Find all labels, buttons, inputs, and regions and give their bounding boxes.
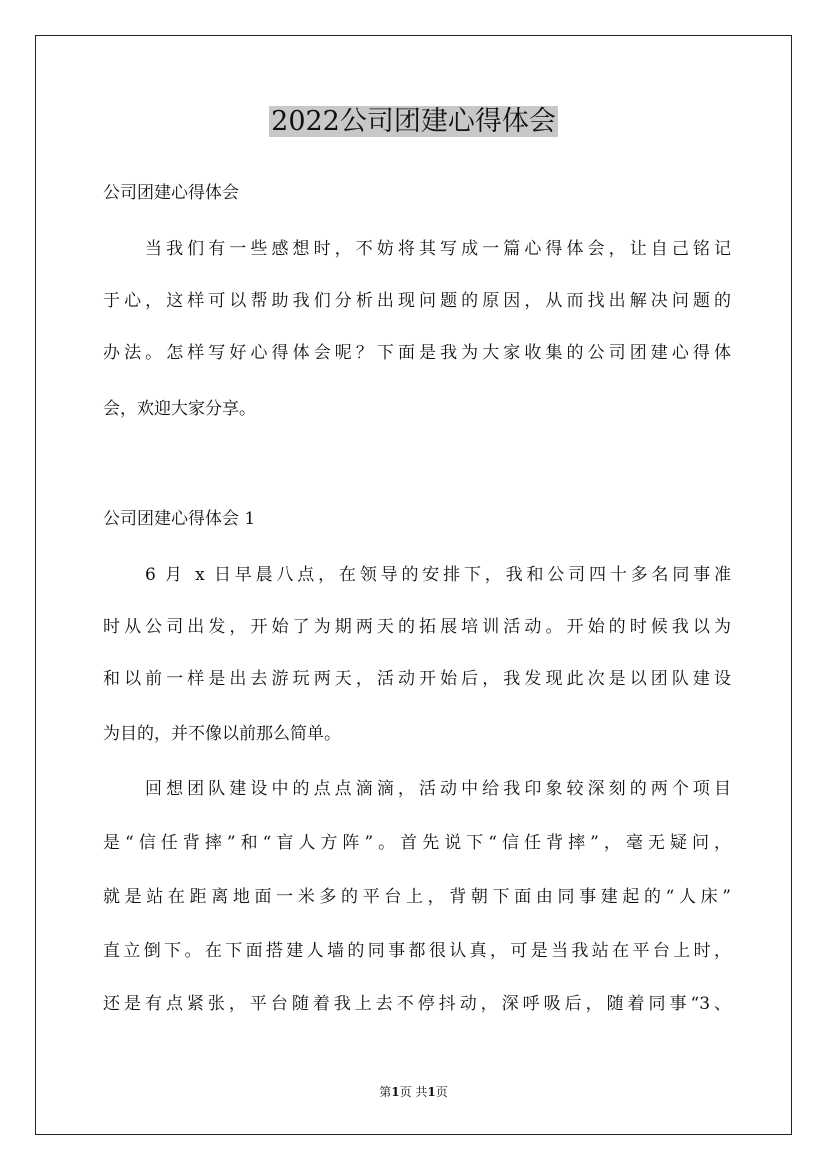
intro-line: 会，欢迎大家分享。 [103,399,256,419]
footer-mid: 页 共 [399,1085,428,1099]
paragraph-line: 就是站在距离地面一米多的平台上，背朝下面由同事建起的“人床” [103,887,731,907]
paragraph-line: 为目的，并不像以前那么简单。 [103,724,341,744]
intro-line: 办法。怎样写好心得体会呢？下面是我为大家收集的公司团建心得体 [103,343,731,363]
paragraph-line: 和以前一样是出去游玩两天，活动开始后，我发现此次是以团队建设 [103,669,731,689]
paragraph-line: 时从公司出发，开始了为期两天的拓展培训活动。开始的时候我以为 [103,617,731,637]
document-subtitle: 公司团建心得体会 [103,183,239,203]
footer-page-total: 1 [427,1085,436,1099]
paragraph-line: 直立倒下。在下面搭建人墙的同事都很认真，可是当我站在平台上时， [103,941,731,961]
footer-prefix: 第 [379,1085,392,1099]
paragraph-line: 6 月 x 日早晨八点，在领导的安排下，我和公司四十多名同事准 [145,565,731,585]
intro-line: 当我们有一些感想时，不妨将其写成一篇心得体会，让自己铭记 [145,239,731,259]
document-title [0,102,827,142]
paragraph-line: 回想团队建设中的点点滴滴，活动中给我印象较深刻的两个项目 [145,779,731,799]
footer-page-current: 1 [391,1085,400,1099]
footer-suffix: 页 [435,1085,448,1099]
page-footer [0,1084,827,1100]
paragraph-line: 还是有点紧张，平台随着我上去不停抖动，深呼吸后，随着同事“3、 [103,994,731,1014]
paragraph-line: 是“信任背摔”和“盲人方阵”。首先说下“信任背摔”，毫无疑问， [103,833,731,853]
section-heading: 公司团建心得体会 1 [103,509,256,529]
document-title-text: 2022公司团建心得体会 [271,106,556,137]
intro-line: 于心，这样可以帮助我们分析出现问题的原因，从而找出解决问题的 [103,291,731,311]
